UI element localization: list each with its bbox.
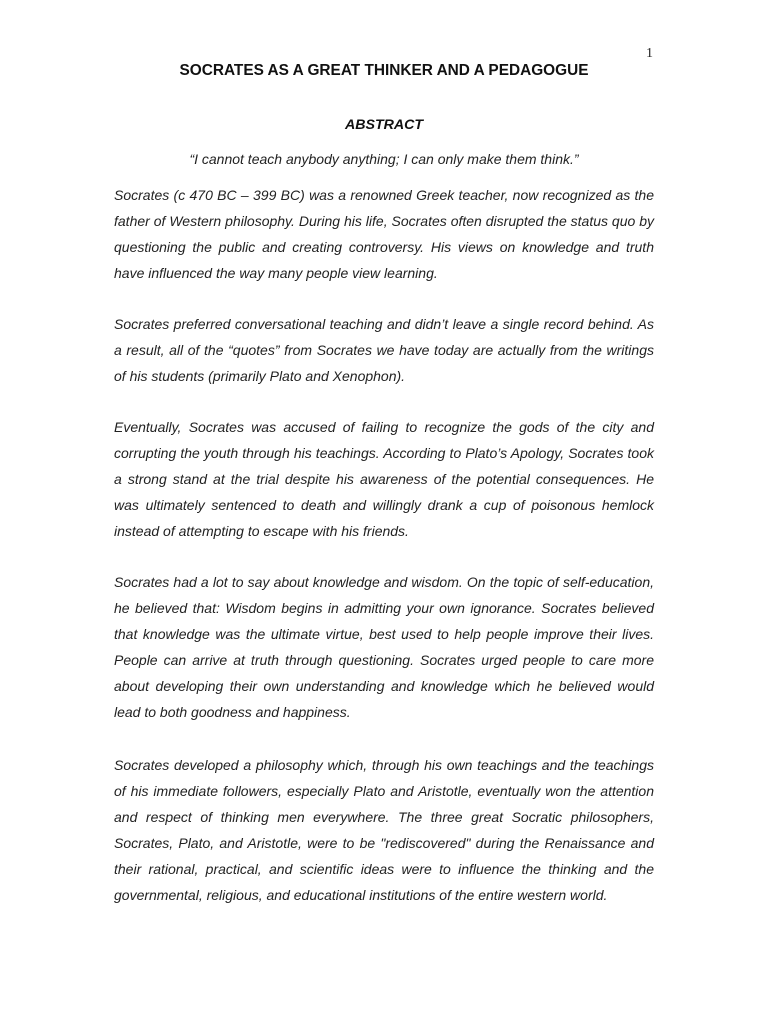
epigraph-quote: “I cannot teach anybody anything; I can only make them think.” xyxy=(189,151,579,167)
page-number: 1 xyxy=(646,46,653,61)
paragraph-5: Socrates developed a philosophy which, through his own teachings and the teachings of his immediate followers, especially Plato and Aristotle, eventually won the attention and respect of thinking men everywhere. The three great Socratic philosophers, Socrates, Plato, and Aristotle, were to be "rediscovered" during the Renaissance and their rational, practical, and scientific ideas were to influence the thinking and the governmental, religious, and educational institutions of the entire western world. xyxy=(114,757,654,903)
abstract-heading: ABSTRACT xyxy=(344,117,424,133)
paragraph-1: Socrates (c 470 BC – 399 BC) was a renowned Greek teacher, now recognized as the father of Western philosophy. During his life, Socrates often disrupted the status quo by questioning the public and creating controversy. His views on knowledge and truth have influenced the way many people view learning. xyxy=(114,187,654,281)
paragraph-2: Socrates preferred conversational teaching and didn’t leave a single record behind. As a result, all of the “quotes” from Socrates we have today are actually from the writings of his students (primarily Plato and Xenophon). xyxy=(114,316,654,384)
paragraph-4: Socrates had a lot to say about knowledge and wisdom. On the topic of self-education, he believed that: Wisdom begins in admitting your own ignorance. Socrates believed that knowledge was the ultimate virtue, best used to help people improve their lives. People can arrive at truth through questioning. Socrates urged people to care more about developing their own understanding and knowledge which he believed would lead to both goodness and happiness. xyxy=(114,574,654,720)
paragraph-3: Eventually, Socrates was accused of failing to recognize the gods of the city and corrupting the youth through his teachings. According to Plato’s Apology, Socrates took a strong stand at the trial despite his awareness of the potential consequences. He was ultimately sentenced to death and willingly drank a cup of poisonous hemlock instead of attempting to escape with his friends. xyxy=(114,419,654,539)
document-title: SOCRATES AS A GREAT THINKER AND A PEDAGOGUE xyxy=(179,62,589,79)
